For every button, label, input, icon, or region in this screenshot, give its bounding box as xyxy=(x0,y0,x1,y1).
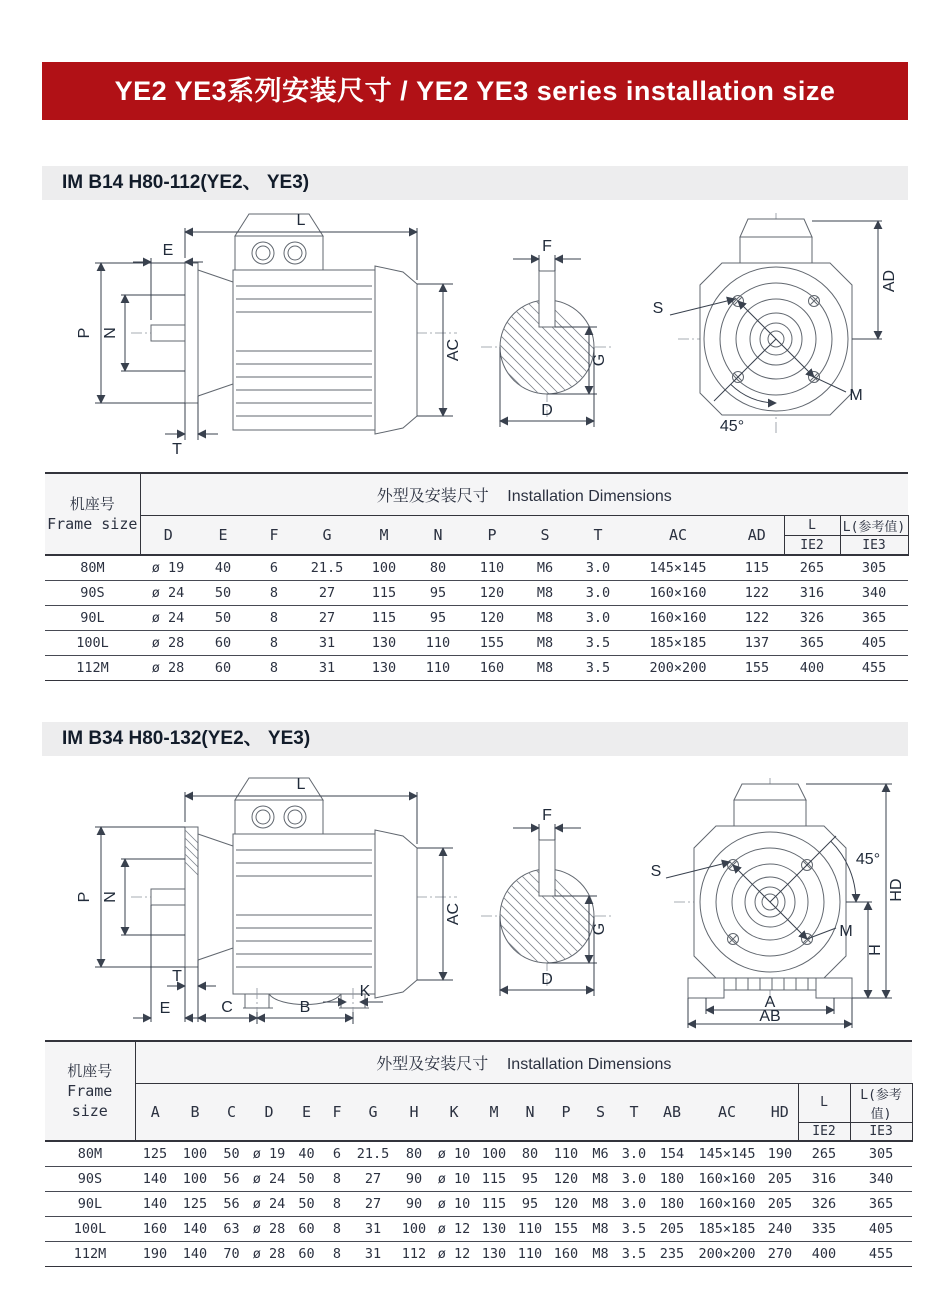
frame-size-cell: 100L xyxy=(45,1216,135,1241)
dim-label-AB: AB xyxy=(759,1008,781,1025)
dim-label-G: G xyxy=(591,353,608,367)
dimension-cell: M8 xyxy=(585,1191,616,1216)
dimension-cell: 305 xyxy=(840,555,908,580)
dimension-cell: 145×145 xyxy=(626,555,730,580)
b14-side-view-drawing xyxy=(65,208,465,456)
dim-label-M: M xyxy=(839,923,853,940)
dimension-cell: 130 xyxy=(356,630,412,655)
dim-label-E: E xyxy=(162,242,174,259)
column-header: N xyxy=(412,515,464,555)
dimension-cell: 200×200 xyxy=(626,655,730,680)
dim-label-P: P xyxy=(76,327,93,339)
motor-outline xyxy=(131,778,457,1022)
frame-size-cell: 90S xyxy=(45,580,140,605)
dimension-cell: 110 xyxy=(547,1141,585,1166)
dimension-cell: 205 xyxy=(762,1191,798,1216)
dimension-cell: 316 xyxy=(798,1166,850,1191)
column-header: G xyxy=(351,1083,395,1141)
dimension-cell: 265 xyxy=(784,555,840,580)
column-header: C xyxy=(215,1083,248,1141)
dimension-cell: 340 xyxy=(840,580,908,605)
dimension-cell: 90 xyxy=(395,1191,433,1216)
dimension-cell: 115 xyxy=(356,580,412,605)
dimension-cell: 120 xyxy=(547,1166,585,1191)
dimension-cell: ø 28 xyxy=(140,655,196,680)
dimension-cell: 185×185 xyxy=(692,1216,762,1241)
dimension-cell: 140 xyxy=(175,1241,215,1266)
dimension-cell: 316 xyxy=(784,580,840,605)
dimension-cell: 8 xyxy=(323,1191,351,1216)
dim-label-D: D xyxy=(541,971,553,988)
motor-front-outline xyxy=(678,213,872,435)
dimension-cell: 120 xyxy=(547,1191,585,1216)
dimension-cell: 60 xyxy=(290,1241,323,1266)
dimension-cell: 120 xyxy=(464,605,520,630)
dimension-cell: 365 xyxy=(850,1191,912,1216)
dimension-cell: ø 12 xyxy=(433,1241,475,1266)
dimension-cell: 6 xyxy=(323,1141,351,1166)
column-header: P xyxy=(464,515,520,555)
l-ref-header: L(参考值) xyxy=(840,515,908,536)
dimension-cell: 326 xyxy=(798,1191,850,1216)
dimension-cell: 100 xyxy=(175,1141,215,1166)
dimension-cell: M8 xyxy=(520,655,570,680)
dimension-cell: 95 xyxy=(513,1166,547,1191)
group-header xyxy=(135,1041,912,1083)
dimension-cell: ø 12 xyxy=(433,1216,475,1241)
dimension-cell: ø 24 xyxy=(140,580,196,605)
dimension-cell: 31 xyxy=(298,655,356,680)
dimension-cell: 335 xyxy=(798,1216,850,1241)
drawings-imb34 xyxy=(50,770,912,1032)
dimension-cell: 154 xyxy=(652,1141,692,1166)
dimension-cell: 8 xyxy=(250,630,298,655)
column-header: M xyxy=(356,515,412,555)
dimension-cell: 21.5 xyxy=(298,555,356,580)
dim-label-HD: HD xyxy=(888,878,905,902)
dim-label-G: G xyxy=(591,922,608,936)
dimension-cell: 27 xyxy=(351,1191,395,1216)
drawings-imb14 xyxy=(50,205,912,463)
b14-front-view-drawing xyxy=(640,211,915,451)
dimension-cell: 180 xyxy=(652,1166,692,1191)
dimension-cell: 240 xyxy=(762,1216,798,1241)
dim-label-T: T xyxy=(172,441,182,456)
table-row xyxy=(45,1216,912,1241)
table-row xyxy=(45,605,908,630)
dimension-cell: 110 xyxy=(412,655,464,680)
installation-dimensions-table-b14 xyxy=(45,472,909,681)
column-header: B xyxy=(175,1083,215,1141)
motor-front-outline xyxy=(674,778,862,1006)
dimension-cell: 155 xyxy=(730,655,784,680)
dimension-cell: 3.5 xyxy=(616,1216,652,1241)
frame-size-cell: 112M xyxy=(45,655,140,680)
table-body xyxy=(45,1141,912,1266)
l-ie2-header: L xyxy=(784,515,840,536)
dimension-cell: 265 xyxy=(798,1141,850,1166)
page-title-banner: YE2 YE3系列安装尺寸 / YE2 YE3 series installation size xyxy=(42,62,908,120)
dimension-cell: 21.5 xyxy=(351,1141,395,1166)
dimension-cell: ø 19 xyxy=(248,1141,290,1166)
group-header-zh: 外型及安装尺寸 xyxy=(376,1055,498,1073)
ie3-subheader: IE3 xyxy=(840,536,908,556)
dimension-cell: 8 xyxy=(250,580,298,605)
dimension-cell: M8 xyxy=(585,1216,616,1241)
dimension-cell: ø 10 xyxy=(433,1191,475,1216)
dimension-cell: 50 xyxy=(196,605,250,630)
dim-label-N: N xyxy=(102,891,119,903)
dimension-cell: M8 xyxy=(585,1166,616,1191)
dimension-cell: 6 xyxy=(250,555,298,580)
column-header: F xyxy=(250,515,298,555)
frame-size-cell: 112M xyxy=(45,1241,135,1266)
dim-label-S: S xyxy=(652,300,664,317)
dimension-cell: 95 xyxy=(513,1191,547,1216)
dimension-cell: 3.0 xyxy=(570,555,626,580)
dimension-cell: 160×160 xyxy=(692,1166,762,1191)
dimension-cell: 190 xyxy=(135,1241,175,1266)
dimension-cell: 60 xyxy=(196,655,250,680)
dim-label-AD: AD xyxy=(881,269,898,293)
dimension-cell: 405 xyxy=(840,630,908,655)
dimension-cell: 63 xyxy=(215,1216,248,1241)
frame-size-cell: 90L xyxy=(45,1191,135,1216)
dimension-cell: 100 xyxy=(475,1141,513,1166)
dimension-cell: 140 xyxy=(135,1166,175,1191)
dimension-cell: 365 xyxy=(840,605,908,630)
dim-label-T: T xyxy=(172,968,182,985)
dimension-cell: 27 xyxy=(298,605,356,630)
column-header: D xyxy=(140,515,196,555)
dimension-cell: 160 xyxy=(135,1216,175,1241)
dim-label-AC: AC xyxy=(445,902,462,926)
dimension-cell: 100 xyxy=(395,1216,433,1241)
dimension-cell: 110 xyxy=(513,1216,547,1241)
dimension-cell: 27 xyxy=(298,580,356,605)
table-row xyxy=(45,580,908,605)
dimension-cell: 50 xyxy=(290,1166,323,1191)
frame-size-header-zh: 机座号 xyxy=(67,1061,113,1080)
frame-size-header-en: Frame size xyxy=(47,515,138,533)
frame-size-cell: 100L xyxy=(45,630,140,655)
dimension-cell: 185×185 xyxy=(626,630,730,655)
dimension-cell: M8 xyxy=(585,1241,616,1266)
ie2-subheader: IE2 xyxy=(784,536,840,556)
dimension-cell: 455 xyxy=(850,1241,912,1266)
dimension-cell: 31 xyxy=(298,630,356,655)
dimension-cell: 160×160 xyxy=(626,605,730,630)
dim-label-L: L xyxy=(296,776,306,793)
column-header: K xyxy=(433,1083,475,1141)
column-header: G xyxy=(298,515,356,555)
dimension-cell: 8 xyxy=(323,1241,351,1266)
dim-label-A: A xyxy=(764,994,776,1011)
column-header: AB xyxy=(652,1083,692,1141)
dim-label-F: F xyxy=(542,807,552,824)
dimension-cell: 130 xyxy=(475,1216,513,1241)
table-row xyxy=(45,655,908,680)
dimension-cell: 122 xyxy=(730,605,784,630)
b34-front-view-drawing xyxy=(640,778,915,1032)
dim-label-N: N xyxy=(102,327,119,339)
dimension-cell: 400 xyxy=(798,1241,850,1266)
dimension-cell: M6 xyxy=(520,555,570,580)
dimension-cell: 27 xyxy=(351,1166,395,1191)
column-header: E xyxy=(290,1083,323,1141)
dimension-cell: M6 xyxy=(585,1141,616,1166)
dim-label-F: F xyxy=(542,238,552,255)
dimension-cell: ø 10 xyxy=(433,1141,475,1166)
group-header-en: Installation Dimensions xyxy=(507,487,672,505)
dimension-cell: M8 xyxy=(520,580,570,605)
dimension-cell: 110 xyxy=(412,630,464,655)
dimension-cell: 130 xyxy=(475,1241,513,1266)
column-header: P xyxy=(547,1083,585,1141)
column-header: T xyxy=(616,1083,652,1141)
dimension-cell: 80 xyxy=(513,1141,547,1166)
dimension-cell: 137 xyxy=(730,630,784,655)
column-header: S xyxy=(585,1083,616,1141)
dimension-cell: 130 xyxy=(356,655,412,680)
dimension-cell: 115 xyxy=(356,605,412,630)
dimension-cell: ø 28 xyxy=(140,630,196,655)
dim-label-L: L xyxy=(296,212,306,229)
dimension-cell: 125 xyxy=(135,1141,175,1166)
ie3-subheader: IE3 xyxy=(850,1122,912,1141)
dimension-cell: ø 24 xyxy=(248,1166,290,1191)
dimension-cell: 200×200 xyxy=(692,1241,762,1266)
dimension-cell: 122 xyxy=(730,580,784,605)
dimension-cell: 3.0 xyxy=(570,580,626,605)
shaft-section-drawing xyxy=(455,225,635,440)
dimension-cell: 120 xyxy=(464,580,520,605)
table-row xyxy=(45,1191,912,1216)
dimension-cell: 3.0 xyxy=(616,1166,652,1191)
dimension-cell: 155 xyxy=(464,630,520,655)
column-header: F xyxy=(323,1083,351,1141)
dimension-cell: 3.0 xyxy=(616,1141,652,1166)
column-header: T xyxy=(570,515,626,555)
dimension-cell: 50 xyxy=(196,580,250,605)
table-row xyxy=(45,555,908,580)
dimension-cell: 56 xyxy=(215,1191,248,1216)
dimension-cell: 8 xyxy=(323,1216,351,1241)
dimension-cell: 365 xyxy=(784,630,840,655)
dimension-cell: 160×160 xyxy=(692,1191,762,1216)
dimension-cell: ø 19 xyxy=(140,555,196,580)
column-header: D xyxy=(248,1083,290,1141)
dimension-cell: 80 xyxy=(395,1141,433,1166)
dim-label-C: C xyxy=(221,999,233,1016)
dimension-cell: 405 xyxy=(850,1216,912,1241)
dimension-cell: 40 xyxy=(290,1141,323,1166)
motor-outline xyxy=(131,214,457,434)
dimension-cell: 60 xyxy=(290,1216,323,1241)
dimension-cell: 8 xyxy=(323,1166,351,1191)
dimension-cell: ø 10 xyxy=(433,1166,475,1191)
frame-size-cell: 80M xyxy=(45,1141,135,1166)
dimension-cell: 31 xyxy=(351,1241,395,1266)
dim-label-D: D xyxy=(541,402,553,419)
section-title-imb14: IM B14 H80-112(YE2、 YE3) xyxy=(42,166,908,200)
dim-label-H: H xyxy=(867,944,884,956)
dimension-cell: 3.5 xyxy=(616,1241,652,1266)
dimension-cell: 140 xyxy=(135,1191,175,1216)
group-header-en: Installation Dimensions xyxy=(506,1055,672,1073)
dim-label-45deg: 45° xyxy=(719,418,745,435)
dimension-cell: 110 xyxy=(513,1241,547,1266)
frame-size-cell: 90L xyxy=(45,605,140,630)
dimension-cell: 180 xyxy=(652,1191,692,1216)
dimension-cell: 140 xyxy=(175,1216,215,1241)
dimension-cell: 115 xyxy=(475,1166,513,1191)
dimension-cell: 56 xyxy=(215,1166,248,1191)
frame-size-header xyxy=(45,473,140,555)
dimension-cell: 60 xyxy=(196,630,250,655)
dimension-cell: 50 xyxy=(215,1141,248,1166)
dimension-cell: 115 xyxy=(730,555,784,580)
dimension-cell: 3.5 xyxy=(570,655,626,680)
column-header: E xyxy=(196,515,250,555)
dimension-cell: 100 xyxy=(356,555,412,580)
dimension-cell: 3.0 xyxy=(616,1191,652,1216)
group-header xyxy=(140,473,908,515)
dimension-cell: 31 xyxy=(351,1216,395,1241)
dimension-cell: 455 xyxy=(840,655,908,680)
column-header: H xyxy=(395,1083,433,1141)
dimension-cell: 326 xyxy=(784,605,840,630)
dimension-cell: 95 xyxy=(412,605,464,630)
shaft-outline xyxy=(455,840,635,986)
l-ie2-header: L xyxy=(798,1083,850,1122)
dimension-cell: 100 xyxy=(175,1166,215,1191)
dimension-cell: 160 xyxy=(464,655,520,680)
frame-size-header-en: Frame size xyxy=(67,1081,113,1121)
dimension-cell: ø 28 xyxy=(248,1216,290,1241)
dim-label-B: B xyxy=(299,999,311,1016)
dimension-cell: 90 xyxy=(395,1166,433,1191)
table-row xyxy=(45,1141,912,1166)
dimension-cell: 8 xyxy=(250,605,298,630)
dim-label-AC: AC xyxy=(445,338,462,362)
dimension-cell: 40 xyxy=(196,555,250,580)
dimension-cell: 160×160 xyxy=(626,580,730,605)
l-ref-header: L(参考值) xyxy=(850,1083,912,1122)
dim-label-45deg: 45° xyxy=(855,851,881,868)
dimension-cell: 205 xyxy=(652,1216,692,1241)
frame-size-header-zh: 机座号 xyxy=(69,494,115,513)
table-row xyxy=(45,1241,912,1266)
dimension-cell: 70 xyxy=(215,1241,248,1266)
frame-size-cell: 90S xyxy=(45,1166,135,1191)
dimension-cell: ø 24 xyxy=(140,605,196,630)
dimension-cell: ø 24 xyxy=(248,1191,290,1216)
frame-size-cell: 80M xyxy=(45,555,140,580)
shaft-outline xyxy=(455,271,635,417)
dim-label-E: E xyxy=(159,1000,171,1017)
dimension-cell: 112 xyxy=(395,1241,433,1266)
dim-label-P: P xyxy=(76,891,93,903)
column-header: HD xyxy=(762,1083,798,1141)
dim-label-K: K xyxy=(359,983,371,1000)
column-header: AD xyxy=(730,515,784,555)
dimension-cell: 80 xyxy=(412,555,464,580)
dimension-cell: 155 xyxy=(547,1216,585,1241)
dimension-cell: 205 xyxy=(762,1166,798,1191)
dimension-cell: 305 xyxy=(850,1141,912,1166)
dimension-cell: 270 xyxy=(762,1241,798,1266)
group-header-zh: 外型及安装尺寸 xyxy=(376,487,498,505)
section-title-imb34: IM B34 H80-132(YE2、 YE3) xyxy=(42,722,908,756)
dimension-cell: 3.0 xyxy=(570,605,626,630)
column-header: N xyxy=(513,1083,547,1141)
column-header: S xyxy=(520,515,570,555)
ie2-subheader: IE2 xyxy=(798,1122,850,1141)
dimension-cell: 115 xyxy=(475,1191,513,1216)
column-header: AC xyxy=(626,515,730,555)
dimension-cell: M8 xyxy=(520,605,570,630)
table-row xyxy=(45,630,908,655)
installation-dimensions-table-b34 xyxy=(45,1040,913,1267)
dimension-cell: 340 xyxy=(850,1166,912,1191)
dimension-cell: 235 xyxy=(652,1241,692,1266)
dimension-cell: 145×145 xyxy=(692,1141,762,1166)
b34-side-view-drawing xyxy=(65,772,465,1030)
column-header: AC xyxy=(692,1083,762,1141)
dimension-cell: 50 xyxy=(290,1191,323,1216)
dimension-cell: ø 28 xyxy=(248,1241,290,1266)
dimension-cell: 110 xyxy=(464,555,520,580)
dimension-cell: 8 xyxy=(250,655,298,680)
column-header: M xyxy=(475,1083,513,1141)
dimension-cell: M8 xyxy=(520,630,570,655)
table-body xyxy=(45,555,908,680)
dimension-cell: 95 xyxy=(412,580,464,605)
shaft-section-drawing xyxy=(455,794,635,1009)
dimension-cell: 190 xyxy=(762,1141,798,1166)
table-row xyxy=(45,1166,912,1191)
dimension-cell: 125 xyxy=(175,1191,215,1216)
dim-label-M: M xyxy=(849,387,863,404)
dimension-cell: 160 xyxy=(547,1241,585,1266)
dimension-cell: 400 xyxy=(784,655,840,680)
dimension-cell: 3.5 xyxy=(570,630,626,655)
dim-label-S: S xyxy=(650,863,662,880)
column-header: A xyxy=(135,1083,175,1141)
frame-size-header xyxy=(45,1041,135,1141)
